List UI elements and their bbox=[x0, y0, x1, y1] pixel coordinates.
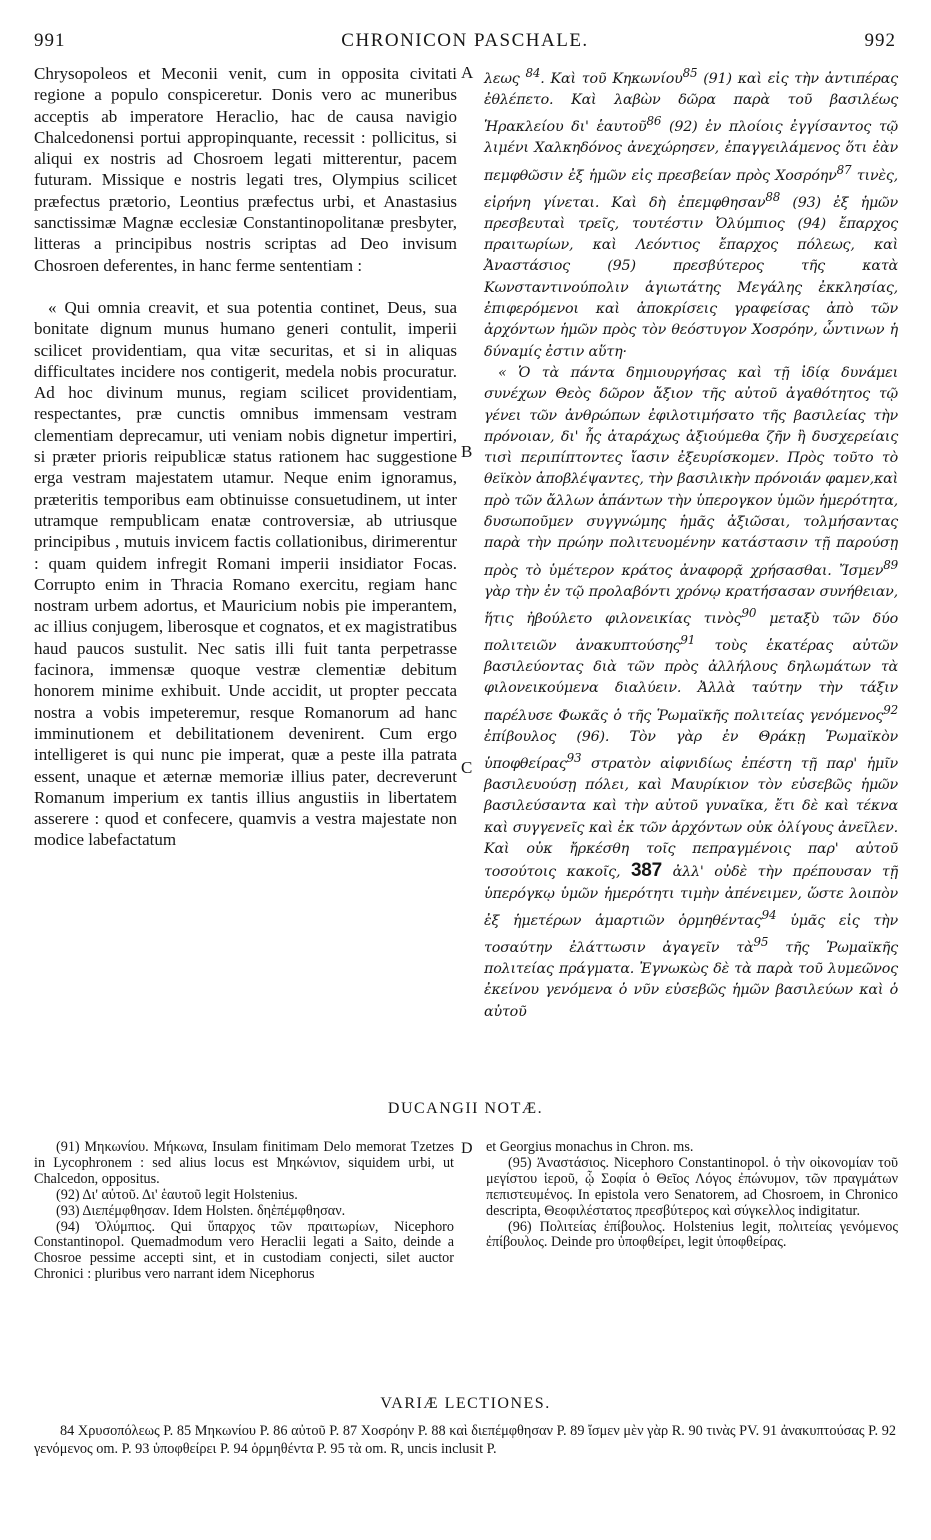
greek-text: γὰρ τὴν ἐν τῷ προλαβόντι χρόνῳ κρατήσασαν συνήθειαν, ἥτις ἠβούλετο φιλονεικίας τινὸς bbox=[484, 583, 898, 627]
variae-text: 84 Χρυσοπόλεως P. 85 Μηκωνίου P. 86 αὐτοῦ P. 87 Χοσρόην P. 88 καὶ διεπέμφθησαν P. 89 ἴσμεν μὲν γὰρ R. 90 τινὰς PV. 91 ἀνακυπτούσας P. 92 γενόμενος om. P. 93 ὑποφθείρει P. 94 ὁρμηθέντα P. 95 τὰ om. R, uncis inclusit P. bbox=[34, 1423, 896, 1457]
margin-marker-c: C bbox=[461, 758, 473, 777]
variant-marker: 86 bbox=[646, 114, 662, 129]
greek-paragraph bbox=[484, 63, 898, 363]
greek-text: « Ὁ τὰ πάντα δημιουργήσας καὶ τῇ ἰδίᾳ δυνάμει συνέχων Θεὸς δῶρον ἄξιον τῆς αὐτοῦ ἀγαθότητος τῷ γένει τῶν ἀνθρώπων ἐφιλοτιμήσατο τῆς βασιλείας τὴν πρόνοιαν, δι' ἧς ἀταράχως ἀξιούμεθα ζῆν ἢ δυσχερείαις τισὶ περιπίπτοντες ἴασιν ἐξευρίσκομεν. Πρὸς τοῦτο τὸ θεϊκὸν ἀποβλέψαντες, τὴν βασιλικὴν πρόνοιάν φαμεν,καὶ πρὸ τῶν ἄλλων ἁπάντων τὴν ὑπερογκον ὑμῶν ἡμερότητα, δυσωποῦμεν συγγνώμης ἡμᾶς ἀξιῶσαι, τολμήσαντας παρὰ τὴν πρώην πολιτευομένην κατάστασιν τῇ παρούσῃ πρὸς τὸ ὑμέτερον κράτος ἀναφορᾷ χρήσασθαι. Ἴσμεν bbox=[484, 364, 898, 579]
greek-column bbox=[484, 63, 898, 1023]
variant-marker: 85 bbox=[682, 66, 698, 80]
greek-text: στρατὸν αἰφνιδίως ἐπέστη τῇ παρ' ἡμῖν βασιλευούσῃ πόλει, καὶ Μαυρίκιον τὸν εὐσεβῶς ἡμῶν βασιλεύσαντα καὶ τὴν αὐτοῦ γυναῖκα, ἔτι δὲ καὶ τέκνα καὶ συγγενεῖς καὶ ἐκ τῶν ἀρχόντων οὐκ ὀλίγους ἀνεῖλεν. Καὶ οὐκ ἤρκέσθη τοῖς πεπραγμένοις παρ' αὐτοῦ τοσούτοις κακοῖς, bbox=[484, 755, 898, 881]
greek-text: . Καὶ τοῦ Κηκωνίου bbox=[540, 70, 683, 87]
running-header bbox=[34, 30, 896, 54]
note-93: (93) Διεπέμφθησαν. Idem Holsten. δηἑπέμφθησαν. bbox=[56, 1202, 346, 1219]
greek-text: (91) καὶ εἰς τὴν ἀντιπέρας ἐθλέπετο. Καὶ λαβὼν δῶρα παρὰ τοῦ βασιλέως Ἡρακλείου δι' ἑαυτοῦ bbox=[484, 70, 898, 136]
greek-text: ἀλλ' οὐδὲ τὴν πρέπουσαν τῇ ὑπερόγκῳ ὑμῶν ἡμερότητι τιμὴν ἀπένειμεν, ὥστε λοιπὸν ἐξ ἡμετέρων ἁμαρτιῶν ὁρμηθέντας bbox=[484, 864, 898, 929]
note-94-continuation: et Georgius monachus in Chron. ms. bbox=[486, 1139, 694, 1155]
page-number-left: 991 bbox=[34, 30, 66, 51]
greek-text: ὑμᾶς εἰς τὴν τοσαύτην ἐλάττωσιν ἀγαγεῖν τὰ bbox=[484, 912, 898, 956]
page-number-right: 992 bbox=[864, 30, 896, 51]
greek-text: τῆς Ῥωμαϊκῆς πολιτείας πράγματα. Ἐγνωκὼς δὲ τὰ παρὰ τοῦ λυμεῶνος ἐκείνου γενόμενα ὁ νῦν εὐσεβῶς ἡμῶν βασιλεύων καὶ ὁ αὐτοῦ bbox=[484, 939, 898, 1020]
note-91: (91) Μηκωνίου. Μήκωνα, Insulam finitimam Delo memorat Tzetzes in Lycophronem : sed alius locus est Μηκώνιον, siquidem urbi, ut Chalcedon, oppositus. bbox=[34, 1139, 454, 1187]
latin-column bbox=[34, 63, 457, 851]
greek-text: λεως bbox=[484, 70, 526, 87]
latin-paragraph: Chrysopoleos et Meconii venit, cum in opposita civitati regione a populo conspiceretur. Donis vero ac muneribus acceptis ab imperatore Heraclio, hac de causa navigio Chalcedonensi portui appropinquante, recessit : pollicitus, si aliqui ex nostris ad Chosroem legati mitterentur, pacem futuram. Missique e nostris legati tres, Olympius scilicet præfectus prætorio, Leontius præfectus urbi, et Anastasius sanctissimæ Magnæ ecclesiæ Constantinopolitanæ presbyter, litteras a principibus nostris scriptas ad Deo invisum Chosroen deferentes, in hanc ferme sententiam : bbox=[34, 64, 457, 275]
note-92: (92) Δι' αὐτοῦ. Δι' ἑαυτοῦ legit Holstenius. bbox=[56, 1186, 298, 1203]
variant-marker: 93 bbox=[566, 751, 582, 766]
greek-text: τινὲς, εἰρήνη γίνεται. Καὶ δὴ ἐπεμφθησαν bbox=[484, 167, 898, 211]
variant-marker: 87 bbox=[836, 162, 852, 177]
latin-paragraph: « Qui omnia creavit, et sua potentia continet, Deus, sua bonitate dignum munus humano generi contulit, imperii scilicet providentiam, qua vitæ securitas, et si in aliquas difficultates incidere nos contigerit, medela nobis procuratur. Ad hoc divinum munus, regiam scilicet providentiam, respectantes, præ cunctis omnibus immensam vestram clementiam deprecamur, uti veniam nobis dignetur impertiri, si præter prioris reipublicæ status rationem hac suggestione erga vestram majestatem utamur. Neque enim ignoramus, præteritis temporibus eam obtinuisse consuetudinem, ut inter utramque rempublicam enatæ controversiæ, ab utriusque principibus , mutuis invicem factis collationibus, dirimerentur : quam quidem infregit Romani imperii insidiator Focas. Corrupto enim in Thracia Romano exercitu, regiam hanc nostram urbem adortus, et Mauricium nobis pie imperantem, ac illius conjugem, liberosque et cognatos, et ex magistratibus haud paucos sustulit. Nec satis illi fuit tanta perpetrasse facinora, immensæ quoque vestræ clementiæ debitum honorem minime exhibuit. Unde accidit, ut propter peccata nostra a vobis impeteremur, resque Romanorum ad hanc imminutionem et debilitationem devenirent. Cum ergo intelligeret is qui nunc pie imperat, quæ a peste illa patrata essent, unaque et æternæ memoriæ illius pater, decreverunt Romanum imperium ex tantis illius angustiis in libertatem asserere : quod et confecere, quamvis a vestra majestate non modice labefactatum bbox=[34, 297, 457, 850]
page-title: CHRONICON PASCHALE. bbox=[341, 30, 589, 51]
greek-text: μεταξὺ τῶν δύο πολιτειῶν ἀνακυπτούσης bbox=[484, 610, 898, 654]
note-94: (94) Ὀλύμπιος. Qui ὕπαρχος τῶν πραιτωρίων, Nicephoro Constantinopol. Quemadmodum vero Heraclii legati a Saito, deinde a Chosroe pessime accepti sint, et in custodiam conjecti, silet auctor Chronici : pluribus vero narrant idem Nicephorus bbox=[34, 1218, 454, 1283]
variant-marker: 95 bbox=[753, 934, 769, 949]
greek-text: (92) ἐν πλοίοις ἐγγίσαντος τῷ λιμένι Χαλκηδόνος ἀνεχώρησεν, ἐπαγγειλάμενος ὅτι ἐὰν πεμφθῶσιν ἐξ ἡμῶν εἰς πρεσβείαν πρὸς Χοσρόην bbox=[484, 119, 898, 184]
variant-marker: 89 bbox=[883, 557, 898, 572]
notes-right-column bbox=[486, 1140, 898, 1251]
column-number: 387 bbox=[630, 860, 663, 882]
variant-marker: 90 bbox=[741, 605, 757, 620]
variant-marker: 94 bbox=[761, 907, 777, 922]
greek-paragraph bbox=[484, 363, 898, 1023]
variant-marker: 88 bbox=[765, 189, 781, 204]
greek-text: (93) ἐξ ἡμῶν πρεσβευταὶ τρεῖς, τουτέστιν Ὀλύμπιος (94) ἔπαρχος πραιτωρίων, καὶ Λεόντιος ἔπαρχος πόλεως, καὶ Ἀναστάσιος (95) πρεσβύτερος τῆς κατὰ Κωνσταντινούπολιν ἁγιωτάτης Μεγάλης ἐκκλησίας, ἐπιφερόμενοι καὶ ἀποκρίσεις γραφείσας ἀπὸ τῶν ἀρχόντων ἡμῶν πρὸς τὸν θεόστυγον Χοσρόην, ὧντινων ἡ δύναμίς ἐστιν αὕτη· bbox=[484, 194, 898, 360]
variae-lectiones bbox=[34, 1423, 896, 1458]
variant-marker: 91 bbox=[680, 633, 696, 648]
notes-left-column bbox=[34, 1140, 454, 1283]
note-96: (96) Πολιτείας ἐπίβουλος. Holstenius legit, πολιτείας γενόμενος ἐπίβουλος. Deinde pro ὑποφθείρει, legit ὑποφθείρας. bbox=[486, 1218, 898, 1251]
margin-marker-d: D bbox=[461, 1140, 473, 1157]
greek-text: ἐπίβουλος (96). Τὸν γὰρ ἐν Θράκῃ Ῥωμαϊκὸν ὑποφθείρας bbox=[484, 728, 898, 772]
notes-heading: DUCANGII NOTÆ. bbox=[387, 1100, 544, 1117]
margin-marker-b: B bbox=[461, 442, 473, 461]
note-95: (95) Ἀναστάσιος. Nicephoro Constantinopol. ὁ τὴν οἰκονομίαν τοῦ μεγίστου ἱεροῦ, ᾧ Σοφία ὁ Θεῖος Λόγος ἐπώνυμον, τῶν πραγμάτων πεπιστευμένος. In epistola vero Senatorem, ad Chosroem, in Chronico descripta, Θεοφιλέστατος πρεσβύτερος καὶ σύγκελλος indigitatur. bbox=[486, 1154, 898, 1219]
variant-marker: 92 bbox=[883, 702, 898, 717]
variae-heading: VARIÆ LECTIONES. bbox=[380, 1395, 551, 1412]
variant-marker: 84 bbox=[525, 66, 541, 80]
greek-text: τοὺς ἑκατέρας αὐτῶν βασιλεύοντας διὰ τῶν πρὸς ἀλλήλους δηλωμάτων τὰ φιλονεικούμενα διαλύειν. Ἀλλὰ ταύτην τὴν τάξιν παρέλυσε Φωκᾶς ὁ τῆς Ῥωμαϊκῆς πολιτείας γενόμενος bbox=[484, 637, 898, 724]
margin-marker-a: A bbox=[461, 63, 474, 82]
